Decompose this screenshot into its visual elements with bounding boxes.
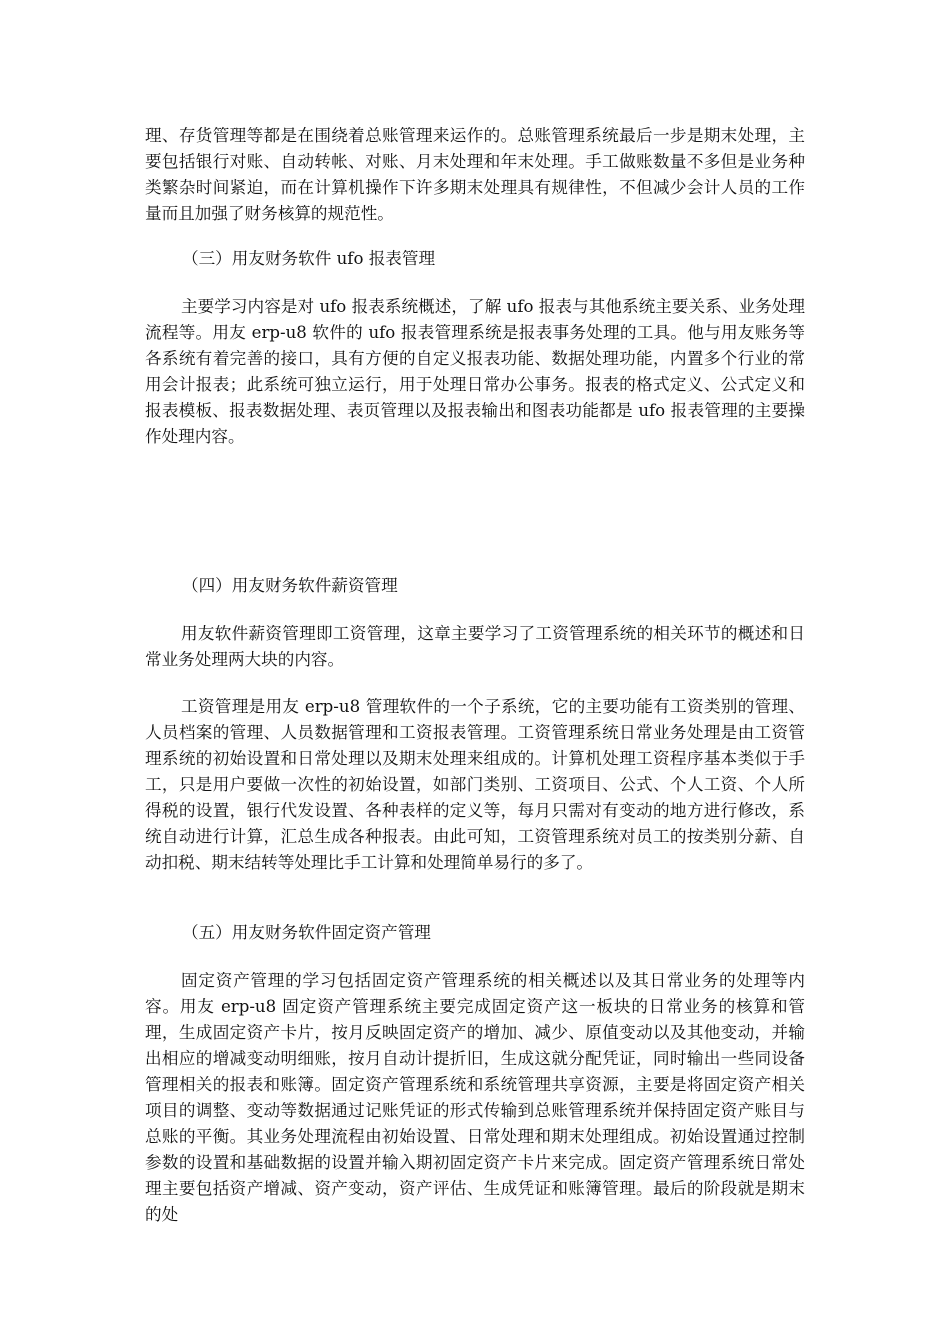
section-heading-fixed-assets: （五）用友财务软件固定资产管理 xyxy=(182,923,431,942)
paragraph-fixed-assets: 固定资产管理的学习包括固定资产管理系统的相关概述以及其日常业务的处理等内容。用友 erp-u8 固定资产管理系统主要完成固定资产这一板块的日常业务的核算和管理，生成固定资产卡片，按月反映固定资产的增加、减少、原值变动以及其他变动，并输出相应的增减变动明细账，按月自动计提折旧，生成这就分配凭证，同时输出一些同设备管理相关的报表和账簿。固定资产管理系统和系统管理共享资源，主要是将固定资产相关项目的调整、变动等数据通过记账凭证的形式传输到总账管理系统并保持固定资产账目与总账的平衡。其业务处理流程由初始设置、日常处理和期末处理组成。初始设置通过控制参数的设置和基础数据的设置并输入期初固定资产卡片来完成。固定资产管理系统日常处理主要包括资产增减、资产变动，资产评估、生成凭证和账簿管理。最后的阶段就是期末的处 xyxy=(145,971,805,1224)
paragraph-payroll-intro: 用友软件薪资管理即工资管理，这章主要学习了工资管理系统的相关环节的概述和日常业务处理两大块的内容。 xyxy=(145,624,805,669)
section-heading-ufo-report: （三）用友财务软件 ufo 报表管理 xyxy=(182,249,436,268)
paragraph-ufo-report: 主要学习内容是对 ufo 报表系统概述，了解 ufo 报表与其他系统主要关系、业务处理流程等。用友 erp-u8 软件的 ufo 报表管理系统是报表事务处理的工具。他与用友账务等各系统有着完善的接口，具有方便的自定义报表功能、数据处理功能，内置多个行业的常用会计报表；此系统可独立运行，用于处理日常办公事务。报表的格式定义、公式定义和报表模板、报表数据处理、表页管理以及报表输出和图表功能都是 ufo 报表管理的主要操作处理内容。 xyxy=(145,297,805,446)
paragraph-general-ledger-closing: 理、存货管理等都是在围绕着总账管理来运作的。总账管理系统最后一步是期末处理，主要包括银行对账、自动转帐、对账、月末处理和年末处理。手工做账数量不多但是业务种类繁杂时间紧迫，而在计算机操作下许多期末处理具有规律性，不但减少会计人员的工作量而且加强了财务核算的规范性。 xyxy=(145,126,805,223)
section-heading-payroll: （四）用友财务软件薪资管理 xyxy=(182,576,398,595)
paragraph-payroll-detail: 工资管理是用友 erp-u8 管理软件的一个子系统，它的主要功能有工资类别的管理、人员档案的管理、人员数据管理和工资报表管理。工资管理系统日常业务处理是由工资管理系统的初始设置和日常处理以及期末处理来组成的。计算机处理工资程序基本类似于手工，只是用户要做一次性的初始设置，如部门类别、工资项目、公式、个人工资、个人所得税的设置，银行代发设置、各种表样的定义等，每月只需对有变动的地方进行修改，系统自动进行计算，汇总生成各种报表。由此可知，工资管理系统对员工的按类别分薪、自动扣税、期末结转等处理比手工计算和处理简单易行的多了。 xyxy=(145,697,805,872)
